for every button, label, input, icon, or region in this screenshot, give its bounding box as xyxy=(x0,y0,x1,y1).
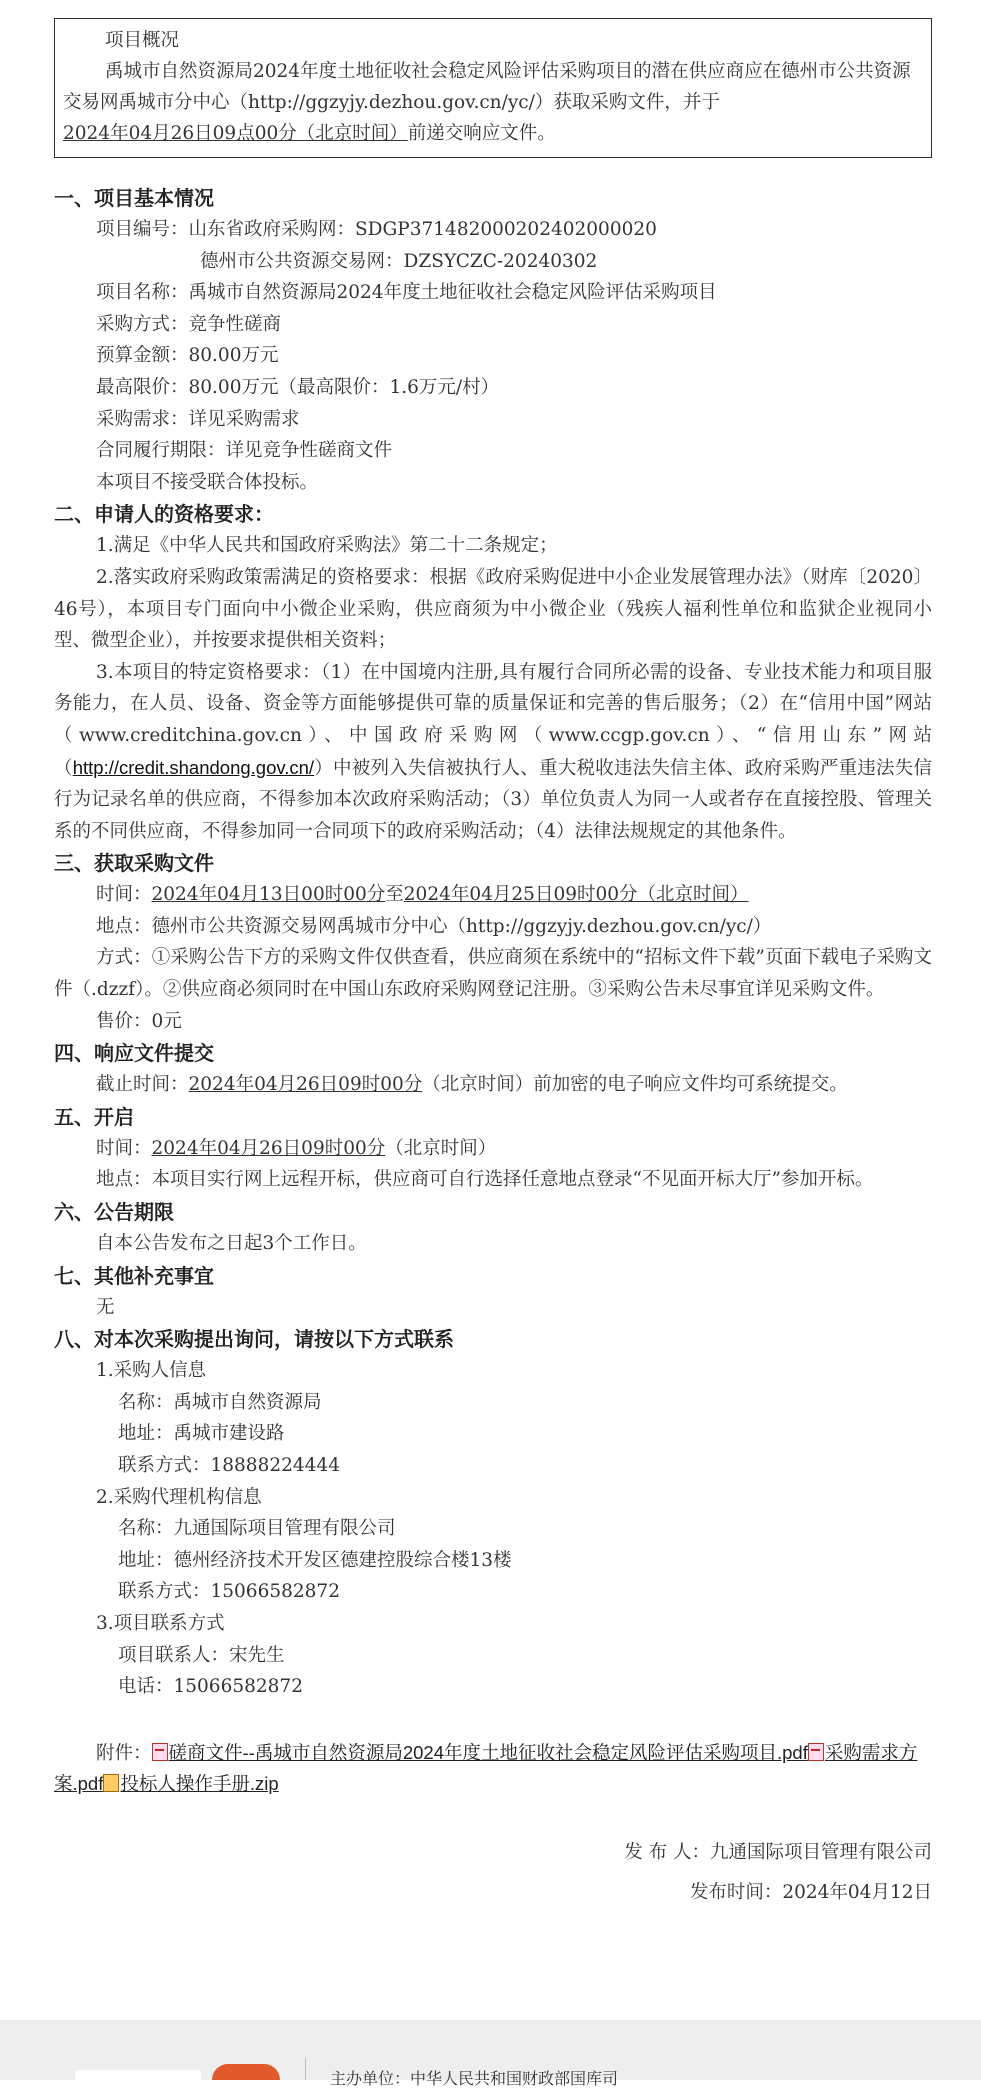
contact-phone: 电话：15066582872 xyxy=(118,1676,303,1698)
acquire-time-label: 时间： xyxy=(96,884,152,906)
purchase-method: 采购方式：竞争性磋商 xyxy=(96,313,282,335)
opening-place: 地点：本项目实行网上远程开标，供应商可自行选择任意地点登录“不见面开标大厅”参加开标。 xyxy=(96,1169,874,1191)
qualification-item-3-text-a: 3.本项目的特定资格要求：（1）在中国境内注册,具有履行合同所必需的设备、专业技术能力和项目服务能力，在人员、设备、资金等方面能够提供可靠的质量保证和完善的售后服务；（2）在“信用中国”网站（www.creditchina.gov.cn）、中国政府采购网（www.ccgp.gov.cn）、“信用山东”网站（ xyxy=(54,661,932,779)
footer-host: 主办单位：中华人民共和国财政部国库司 xyxy=(330,2071,619,2088)
contact-person: 项目联系人：宋先生 xyxy=(118,1644,285,1666)
section-2-heading: 二、申请人的资格要求： xyxy=(54,502,274,527)
project-number: 项目编号：山东省政府采购网：SDGP371482000202402000020 xyxy=(96,219,657,240)
opening-time-label: 时间： xyxy=(96,1137,152,1159)
project-name: 项目名称：禹城市自然资源局2024年度土地征收社会稳定风险评估采购项目 xyxy=(96,282,717,304)
zip-file-icon xyxy=(103,1774,119,1792)
site-footer xyxy=(0,2020,981,2088)
overview-text-before: 禹城市自然资源局2024年度土地征收社会稳定风险评估采购项目的潜在供应商应在德州市公共资源交易网禹城市分中心（http://ggzyjy.dezhou.gov.cn/yc/）获取采购文件，并于 xyxy=(63,61,911,113)
attachment-1-link[interactable] xyxy=(152,1742,808,1763)
credit-shandong-link[interactable]: http://credit.shandong.gov.cn/ xyxy=(72,756,315,778)
qualification-item-1: 1.满足《中华人民共和国政府采购法》第二十二条规定； xyxy=(96,535,558,557)
announcement-period: 自本公告发布之日起3个工作日。 xyxy=(96,1233,367,1255)
opening-time-rest: （北京时间） xyxy=(385,1137,497,1159)
section-8-heading: 八、对本次采购提出询问，请按以下方式联系 xyxy=(54,1327,454,1352)
opening-time xyxy=(54,1133,932,1165)
acquire-method: 方式：①采购公告下方的采购文件仅供查看，供应商须在系统中的“招标文件下载”页面下载电子采购文件（.dzzf）。②供应商必须同时在中国山东政府采购网登记注册。③采购公告未尽事宜详见采购文件。 xyxy=(54,947,932,1001)
overview-deadline: 2024年04月26日09点00分（北京时间） xyxy=(63,123,408,144)
section-4-heading: 四、响应文件提交 xyxy=(54,1041,214,1066)
purchase-demand: 采购需求：详见采购需求 xyxy=(96,408,300,430)
buyer-name: 名称：禹城市自然资源局 xyxy=(118,1391,322,1413)
section-3-heading: 三、获取采购文件 xyxy=(54,851,214,876)
footer-logo xyxy=(75,2070,201,2080)
section-7-heading: 七、其他补充事宜 xyxy=(54,1263,214,1288)
footer-divider xyxy=(305,2058,306,2080)
acquire-time-start: 2024年04月13日00时00分 xyxy=(151,884,386,906)
agency-address: 地址：德州经济技术开发区德建控股综合楼13楼 xyxy=(118,1549,512,1571)
opening-time-value: 2024年04月26日09时00分 xyxy=(151,1137,386,1159)
acquire-place: 地点：德州市公共资源交易网禹城市分中心（http://ggzyjy.dezhou.gov.cn/yc/） xyxy=(96,915,772,937)
project-number-2: 德州市公共资源交易网：DZSYCZC-20240302 xyxy=(200,250,598,272)
attachment-2-name: 采购需求方案.pdf xyxy=(54,1741,918,1794)
attachment-1-name: 磋商文件--禹城市自然资源局2024年度土地征收社会稳定风险评估采购项目.pdf xyxy=(168,1741,808,1763)
footer-emblem-icon xyxy=(212,2064,280,2080)
agency-name: 名称：九通国际项目管理有限公司 xyxy=(118,1518,396,1540)
section-1-heading: 一、项目基本情况 xyxy=(54,186,214,210)
qualification-item-2: 2.落实政府采购政策需满足的资格要求：根据《政府采购促进中小企业发展管理办法》（财库〔2020〕46号），本项目专门面向中小微企业采购，供应商须为中小微企业（残疾人福利性单位和监狱企业视同小型、微型企业），并按要求提供相关资料； xyxy=(54,566,932,652)
overview-text-after: 前递交响应文件。 xyxy=(407,123,556,144)
publish-date: 发布时间：2024年04月12日 xyxy=(689,1881,932,1903)
budget-amount: 预算金额：80.00万元 xyxy=(96,345,279,367)
submission-deadline-time: 2024年04月26日09时00分 xyxy=(188,1074,423,1096)
acquire-time-to: 至 xyxy=(385,884,404,906)
pdf-file-icon xyxy=(808,1743,824,1761)
agency-phone: 联系方式：15066582872 xyxy=(118,1581,340,1603)
overview-title: 项目概况 xyxy=(105,30,180,51)
contact-info-title: 3.项目联系方式 xyxy=(96,1612,225,1634)
qualification-item-3-text-b: ）中被列入失信被执行人、重大税收违法失信主体、政府采购严重违法失信行为记录名单的供应商，不得参加本次政府采购活动；（3）单位负责人为同一人或者存在直接控股、管理关系的不同供应商，不得参加同一合同项下的政府采购活动；（4）法律法规规定的其他条件。 xyxy=(54,757,932,842)
qualification-item-3 xyxy=(54,657,932,848)
section-5-heading: 五、开启 xyxy=(54,1104,134,1129)
attachment-3-link[interactable] xyxy=(103,1773,278,1794)
project-overview-box xyxy=(54,18,932,158)
contract-period: 合同履行期限：详见竞争性磋商文件 xyxy=(96,440,393,462)
submission-deadline-rest: （北京时间）前加密的电子响应文件均可系统提交。 xyxy=(422,1074,848,1096)
attachments-label: 附件： xyxy=(96,1741,152,1763)
submission-deadline-label: 截止时间： xyxy=(96,1074,189,1096)
attachment-3-name: 投标人操作手册.zip xyxy=(120,1772,279,1794)
publisher-block xyxy=(54,1833,932,1913)
submission-deadline xyxy=(54,1069,932,1101)
buyer-address: 地址：禹城市建设路 xyxy=(118,1423,285,1445)
attachments xyxy=(54,1737,932,1799)
acquire-time xyxy=(54,879,932,911)
buyer-info-title: 1.采购人信息 xyxy=(96,1360,207,1382)
pdf-file-icon xyxy=(152,1743,168,1761)
other-matters: 无 xyxy=(96,1296,115,1318)
agency-info-title: 2.采购代理机构信息 xyxy=(96,1486,262,1508)
overview-text xyxy=(63,56,923,149)
announcement-document xyxy=(54,18,932,1913)
document-price: 售价：0元 xyxy=(96,1010,182,1032)
section-6-heading: 六、公告期限 xyxy=(54,1200,174,1225)
consortium-note: 本项目不接受联合体投标。 xyxy=(96,471,319,493)
buyer-phone: 联系方式：18888224444 xyxy=(118,1455,340,1476)
acquire-time-end: 2024年04月25日09时00分（北京时间） xyxy=(403,884,749,906)
max-price: 最高限价：80.00万元（最高限价：1.6万元/村） xyxy=(96,376,500,398)
publisher-name: 发 布 人：九通国际项目管理有限公司 xyxy=(624,1841,932,1863)
